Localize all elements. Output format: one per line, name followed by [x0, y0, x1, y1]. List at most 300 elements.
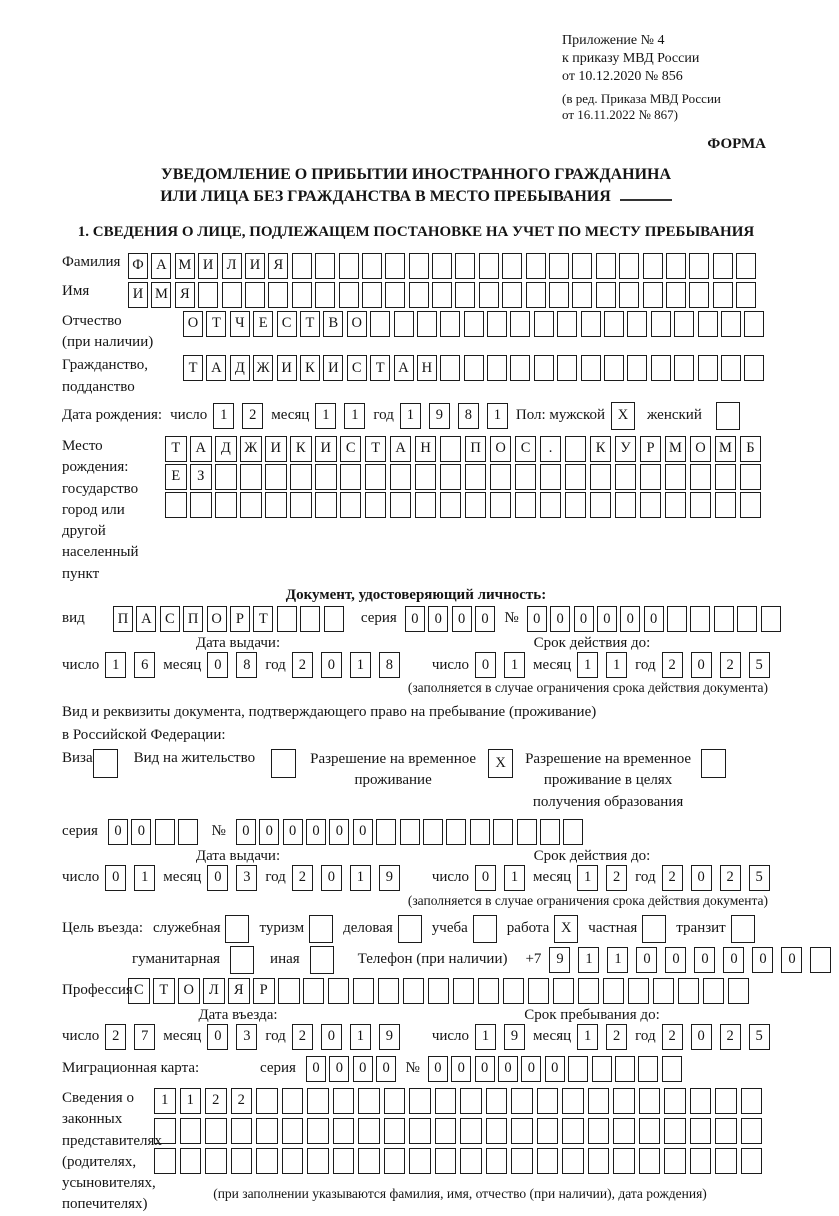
char-cell[interactable]: [154, 1148, 176, 1174]
char-cell[interactable]: [493, 819, 513, 845]
char-cell[interactable]: 0: [574, 606, 594, 632]
char-cell[interactable]: [502, 282, 522, 308]
char-cell[interactable]: Е: [253, 311, 273, 337]
char-cell[interactable]: 9: [549, 947, 570, 973]
char-cell[interactable]: С: [347, 355, 367, 381]
char-cell[interactable]: 1: [606, 652, 627, 678]
char-cell[interactable]: [528, 978, 550, 1004]
char-cell[interactable]: Е: [165, 464, 187, 490]
char-cell[interactable]: [440, 492, 462, 518]
char-cell[interactable]: О: [347, 311, 367, 337]
char-cell[interactable]: [537, 1148, 559, 1174]
char-cell[interactable]: [292, 253, 312, 279]
char-cell[interactable]: [565, 492, 587, 518]
char-cell[interactable]: Я: [228, 978, 250, 1004]
char-cell[interactable]: 2: [242, 403, 263, 429]
char-cell[interactable]: [178, 819, 198, 845]
char-cell[interactable]: [540, 819, 560, 845]
char-cell[interactable]: 0: [597, 606, 617, 632]
char-cell[interactable]: М: [151, 282, 171, 308]
char-cell[interactable]: Н: [415, 436, 437, 462]
char-cell[interactable]: [515, 492, 537, 518]
char-cell[interactable]: [690, 1088, 712, 1114]
char-cell[interactable]: [339, 253, 359, 279]
char-cell[interactable]: [403, 978, 425, 1004]
char-cell[interactable]: [464, 355, 484, 381]
char-cell[interactable]: 0: [498, 1056, 518, 1082]
char-cell[interactable]: 0: [283, 819, 303, 845]
char-cell[interactable]: 5: [749, 652, 770, 678]
char-cell[interactable]: [417, 311, 437, 337]
char-cell[interactable]: [701, 749, 726, 778]
char-cell[interactable]: 1: [350, 865, 371, 891]
char-cell[interactable]: [613, 1088, 635, 1114]
char-cell[interactable]: [511, 1148, 533, 1174]
char-cell[interactable]: А: [136, 606, 156, 632]
char-cell[interactable]: [460, 1088, 482, 1114]
char-cell[interactable]: [619, 282, 639, 308]
char-cell[interactable]: [440, 464, 462, 490]
char-cell[interactable]: 8: [236, 652, 257, 678]
char-cell[interactable]: 0: [105, 865, 126, 891]
char-cell[interactable]: Т: [300, 311, 320, 337]
char-cell[interactable]: [572, 253, 592, 279]
char-cell[interactable]: 8: [458, 403, 479, 429]
char-cell[interactable]: [473, 915, 497, 943]
char-cell[interactable]: [465, 464, 487, 490]
char-cell[interactable]: [690, 492, 712, 518]
char-cell[interactable]: [339, 282, 359, 308]
char-cell[interactable]: [385, 253, 405, 279]
char-cell[interactable]: 0: [306, 1056, 326, 1082]
char-cell[interactable]: 9: [379, 1024, 400, 1050]
char-cell[interactable]: 9: [379, 865, 400, 891]
char-cell[interactable]: 8: [379, 652, 400, 678]
char-cell[interactable]: [740, 492, 762, 518]
char-cell[interactable]: [526, 253, 546, 279]
char-cell[interactable]: 0: [428, 1056, 448, 1082]
char-cell[interactable]: [741, 1148, 763, 1174]
char-cell[interactable]: [440, 436, 462, 462]
char-cell[interactable]: 2: [292, 1024, 313, 1050]
char-cell[interactable]: 2: [662, 865, 683, 891]
char-cell[interactable]: [604, 355, 624, 381]
char-cell[interactable]: 2: [105, 1024, 126, 1050]
char-cell[interactable]: [510, 355, 530, 381]
char-cell[interactable]: 0: [527, 606, 547, 632]
char-cell[interactable]: [277, 606, 297, 632]
char-cell[interactable]: [240, 464, 262, 490]
char-cell[interactable]: [215, 492, 237, 518]
char-cell[interactable]: 0: [131, 819, 151, 845]
char-cell[interactable]: [486, 1148, 508, 1174]
char-cell[interactable]: [698, 311, 718, 337]
char-cell[interactable]: [394, 311, 414, 337]
char-cell[interactable]: [370, 311, 390, 337]
char-cell[interactable]: Ч: [230, 311, 250, 337]
char-cell[interactable]: 0: [723, 947, 744, 973]
char-cell[interactable]: 1: [577, 1024, 598, 1050]
char-cell[interactable]: 1: [400, 403, 421, 429]
char-cell[interactable]: [526, 282, 546, 308]
char-cell[interactable]: [479, 282, 499, 308]
char-cell[interactable]: Д: [215, 436, 237, 462]
char-cell[interactable]: [639, 1088, 661, 1114]
char-cell[interactable]: 0: [475, 606, 495, 632]
char-cell[interactable]: С: [128, 978, 150, 1004]
char-cell[interactable]: [639, 1148, 661, 1174]
char-cell[interactable]: [245, 282, 265, 308]
char-cell[interactable]: [615, 1056, 635, 1082]
char-cell[interactable]: [198, 282, 218, 308]
char-cell[interactable]: [741, 1118, 763, 1144]
char-cell[interactable]: [588, 1148, 610, 1174]
char-cell[interactable]: [810, 947, 831, 973]
char-cell[interactable]: [409, 282, 429, 308]
char-cell[interactable]: 0: [353, 819, 373, 845]
char-cell[interactable]: Ф: [128, 253, 148, 279]
char-cell[interactable]: 5: [749, 865, 770, 891]
char-cell[interactable]: И: [198, 253, 218, 279]
char-cell[interactable]: [511, 1088, 533, 1114]
char-cell[interactable]: [315, 253, 335, 279]
char-cell[interactable]: [596, 253, 616, 279]
char-cell[interactable]: О: [183, 311, 203, 337]
char-cell[interactable]: [537, 1088, 559, 1114]
char-cell[interactable]: [604, 311, 624, 337]
char-cell[interactable]: 0: [321, 865, 342, 891]
char-cell[interactable]: [180, 1118, 202, 1144]
char-cell[interactable]: 9: [429, 403, 450, 429]
char-cell[interactable]: У: [615, 436, 637, 462]
char-cell[interactable]: [503, 978, 525, 1004]
char-cell[interactable]: 6: [134, 652, 155, 678]
char-cell[interactable]: [638, 1056, 658, 1082]
char-cell[interactable]: [231, 1118, 253, 1144]
char-cell[interactable]: 0: [376, 1056, 396, 1082]
char-cell[interactable]: [225, 915, 249, 943]
char-cell[interactable]: [315, 464, 337, 490]
char-cell[interactable]: [307, 1118, 329, 1144]
char-cell[interactable]: [362, 253, 382, 279]
char-cell[interactable]: 0: [620, 606, 640, 632]
char-cell[interactable]: Т: [206, 311, 226, 337]
char-cell[interactable]: [487, 355, 507, 381]
char-cell[interactable]: X: [488, 749, 513, 778]
char-cell[interactable]: [549, 282, 569, 308]
char-cell[interactable]: 1: [504, 652, 525, 678]
char-cell[interactable]: [713, 253, 733, 279]
char-cell[interactable]: [511, 1118, 533, 1144]
char-cell[interactable]: [268, 282, 288, 308]
char-cell[interactable]: 0: [207, 865, 228, 891]
char-cell[interactable]: [736, 253, 756, 279]
char-cell[interactable]: .: [540, 436, 562, 462]
char-cell[interactable]: [307, 1088, 329, 1114]
char-cell[interactable]: [222, 282, 242, 308]
char-cell[interactable]: [689, 282, 709, 308]
char-cell[interactable]: [384, 1118, 406, 1144]
char-cell[interactable]: 0: [691, 1024, 712, 1050]
char-cell[interactable]: [486, 1118, 508, 1144]
char-cell[interactable]: [619, 253, 639, 279]
char-cell[interactable]: 0: [475, 652, 496, 678]
char-cell[interactable]: [435, 1088, 457, 1114]
char-cell[interactable]: [256, 1088, 278, 1114]
char-cell[interactable]: [487, 311, 507, 337]
char-cell[interactable]: А: [190, 436, 212, 462]
char-cell[interactable]: [460, 1118, 482, 1144]
char-cell[interactable]: [278, 978, 300, 1004]
char-cell[interactable]: [690, 1118, 712, 1144]
char-cell[interactable]: [490, 464, 512, 490]
char-cell[interactable]: 2: [662, 652, 683, 678]
char-cell[interactable]: Р: [253, 978, 275, 1004]
char-cell[interactable]: А: [151, 253, 171, 279]
char-cell[interactable]: 1: [350, 1024, 371, 1050]
char-cell[interactable]: С: [515, 436, 537, 462]
char-cell[interactable]: 0: [353, 1056, 373, 1082]
char-cell[interactable]: [761, 606, 781, 632]
char-cell[interactable]: [333, 1148, 355, 1174]
char-cell[interactable]: 1: [344, 403, 365, 429]
char-cell[interactable]: [740, 464, 762, 490]
char-cell[interactable]: 2: [292, 652, 313, 678]
char-cell[interactable]: [666, 253, 686, 279]
char-cell[interactable]: [549, 253, 569, 279]
char-cell[interactable]: 0: [636, 947, 657, 973]
char-cell[interactable]: [465, 492, 487, 518]
char-cell[interactable]: [562, 1118, 584, 1144]
char-cell[interactable]: [690, 606, 710, 632]
char-cell[interactable]: [714, 606, 734, 632]
char-cell[interactable]: [315, 492, 337, 518]
char-cell[interactable]: [615, 464, 637, 490]
char-cell[interactable]: 0: [329, 819, 349, 845]
char-cell[interactable]: [741, 1088, 763, 1114]
char-cell[interactable]: [562, 1148, 584, 1174]
char-cell[interactable]: [540, 464, 562, 490]
char-cell[interactable]: [362, 282, 382, 308]
char-cell[interactable]: [578, 978, 600, 1004]
char-cell[interactable]: [440, 311, 460, 337]
char-cell[interactable]: [333, 1088, 355, 1114]
char-cell[interactable]: [689, 253, 709, 279]
char-cell[interactable]: [479, 253, 499, 279]
char-cell[interactable]: [282, 1118, 304, 1144]
char-cell[interactable]: Р: [230, 606, 250, 632]
char-cell[interactable]: [390, 492, 412, 518]
char-cell[interactable]: 0: [306, 819, 326, 845]
char-cell[interactable]: [432, 282, 452, 308]
char-cell[interactable]: 2: [720, 652, 741, 678]
char-cell[interactable]: З: [190, 464, 212, 490]
char-cell[interactable]: [592, 1056, 612, 1082]
char-cell[interactable]: [440, 355, 460, 381]
char-cell[interactable]: [365, 464, 387, 490]
char-cell[interactable]: [205, 1118, 227, 1144]
char-cell[interactable]: [460, 1148, 482, 1174]
char-cell[interactable]: [568, 1056, 588, 1082]
char-cell[interactable]: [455, 253, 475, 279]
char-cell[interactable]: Т: [253, 606, 273, 632]
char-cell[interactable]: [565, 436, 587, 462]
char-cell[interactable]: 1: [213, 403, 234, 429]
char-cell[interactable]: [588, 1088, 610, 1114]
char-cell[interactable]: И: [323, 355, 343, 381]
char-cell[interactable]: [435, 1118, 457, 1144]
char-cell[interactable]: 0: [405, 606, 425, 632]
char-cell[interactable]: 0: [550, 606, 570, 632]
char-cell[interactable]: 0: [108, 819, 128, 845]
char-cell[interactable]: [674, 311, 694, 337]
char-cell[interactable]: 0: [321, 652, 342, 678]
char-cell[interactable]: 0: [691, 865, 712, 891]
char-cell[interactable]: [698, 355, 718, 381]
char-cell[interactable]: [340, 464, 362, 490]
char-cell[interactable]: [715, 1118, 737, 1144]
char-cell[interactable]: 1: [315, 403, 336, 429]
char-cell[interactable]: [737, 606, 757, 632]
char-cell[interactable]: [662, 1056, 682, 1082]
char-cell[interactable]: [664, 1118, 686, 1144]
char-cell[interactable]: [721, 311, 741, 337]
char-cell[interactable]: [165, 492, 187, 518]
char-cell[interactable]: [664, 1148, 686, 1174]
char-cell[interactable]: [464, 311, 484, 337]
char-cell[interactable]: [565, 464, 587, 490]
char-cell[interactable]: [640, 464, 662, 490]
char-cell[interactable]: [515, 464, 537, 490]
char-cell[interactable]: Д: [230, 355, 250, 381]
char-cell[interactable]: [265, 464, 287, 490]
char-cell[interactable]: Я: [175, 282, 195, 308]
char-cell[interactable]: [398, 915, 422, 943]
char-cell[interactable]: Т: [165, 436, 187, 462]
char-cell[interactable]: [643, 253, 663, 279]
char-cell[interactable]: [639, 1118, 661, 1144]
char-cell[interactable]: [231, 1148, 253, 1174]
char-cell[interactable]: [653, 978, 675, 1004]
char-cell[interactable]: 1: [475, 1024, 496, 1050]
char-cell[interactable]: С: [277, 311, 297, 337]
char-cell[interactable]: [265, 492, 287, 518]
char-cell[interactable]: 0: [665, 947, 686, 973]
char-cell[interactable]: [690, 1148, 712, 1174]
char-cell[interactable]: [581, 311, 601, 337]
char-cell[interactable]: [409, 1148, 431, 1174]
char-cell[interactable]: М: [665, 436, 687, 462]
char-cell[interactable]: Л: [222, 253, 242, 279]
char-cell[interactable]: О: [490, 436, 512, 462]
char-cell[interactable]: [230, 946, 254, 974]
char-cell[interactable]: [310, 946, 334, 974]
char-cell[interactable]: 1: [350, 652, 371, 678]
char-cell[interactable]: [309, 915, 333, 943]
char-cell[interactable]: [290, 492, 312, 518]
char-cell[interactable]: Т: [365, 436, 387, 462]
char-cell[interactable]: 2: [720, 1024, 741, 1050]
char-cell[interactable]: [486, 1088, 508, 1114]
char-cell[interactable]: [470, 819, 490, 845]
char-cell[interactable]: К: [290, 436, 312, 462]
char-cell[interactable]: [736, 282, 756, 308]
char-cell[interactable]: [534, 355, 554, 381]
char-cell[interactable]: 2: [292, 865, 313, 891]
char-cell[interactable]: Н: [417, 355, 437, 381]
char-cell[interactable]: [490, 492, 512, 518]
char-cell[interactable]: [728, 978, 750, 1004]
char-cell[interactable]: К: [300, 355, 320, 381]
char-cell[interactable]: [713, 282, 733, 308]
char-cell[interactable]: [353, 978, 375, 1004]
char-cell[interactable]: 0: [451, 1056, 471, 1082]
char-cell[interactable]: Л: [203, 978, 225, 1004]
char-cell[interactable]: [721, 355, 741, 381]
char-cell[interactable]: [640, 492, 662, 518]
char-cell[interactable]: [590, 492, 612, 518]
char-cell[interactable]: О: [178, 978, 200, 1004]
char-cell[interactable]: [715, 464, 737, 490]
char-cell[interactable]: [400, 819, 420, 845]
char-cell[interactable]: [340, 492, 362, 518]
char-cell[interactable]: [205, 1148, 227, 1174]
char-cell[interactable]: [385, 282, 405, 308]
char-cell[interactable]: [376, 819, 396, 845]
char-cell[interactable]: [613, 1118, 635, 1144]
char-cell[interactable]: [716, 402, 740, 430]
char-cell[interactable]: [665, 492, 687, 518]
char-cell[interactable]: О: [690, 436, 712, 462]
char-cell[interactable]: 0: [545, 1056, 565, 1082]
char-cell[interactable]: 7: [134, 1024, 155, 1050]
char-cell[interactable]: [744, 311, 764, 337]
char-cell[interactable]: 2: [720, 865, 741, 891]
char-cell[interactable]: [643, 282, 663, 308]
char-cell[interactable]: [502, 253, 522, 279]
char-cell[interactable]: [613, 1148, 635, 1174]
char-cell[interactable]: 3: [236, 1024, 257, 1050]
char-cell[interactable]: 1: [487, 403, 508, 429]
char-cell[interactable]: Т: [370, 355, 390, 381]
char-cell[interactable]: [596, 282, 616, 308]
char-cell[interactable]: [453, 978, 475, 1004]
char-cell[interactable]: [324, 606, 344, 632]
char-cell[interactable]: [93, 749, 118, 778]
char-cell[interactable]: [628, 978, 650, 1004]
char-cell[interactable]: [510, 311, 530, 337]
char-cell[interactable]: [667, 606, 687, 632]
char-cell[interactable]: 0: [428, 606, 448, 632]
char-cell[interactable]: К: [590, 436, 612, 462]
char-cell[interactable]: Я: [268, 253, 288, 279]
char-cell[interactable]: 2: [662, 1024, 683, 1050]
char-cell[interactable]: [588, 1118, 610, 1144]
char-cell[interactable]: [256, 1148, 278, 1174]
char-cell[interactable]: 1: [180, 1088, 202, 1114]
char-cell[interactable]: Ж: [253, 355, 273, 381]
char-cell[interactable]: [384, 1148, 406, 1174]
char-cell[interactable]: 0: [452, 606, 472, 632]
char-cell[interactable]: 1: [134, 865, 155, 891]
char-cell[interactable]: [378, 978, 400, 1004]
char-cell[interactable]: [666, 282, 686, 308]
char-cell[interactable]: [333, 1118, 355, 1144]
char-cell[interactable]: [215, 464, 237, 490]
char-cell[interactable]: 0: [691, 652, 712, 678]
char-cell[interactable]: 5: [749, 1024, 770, 1050]
char-cell[interactable]: 2: [231, 1088, 253, 1114]
